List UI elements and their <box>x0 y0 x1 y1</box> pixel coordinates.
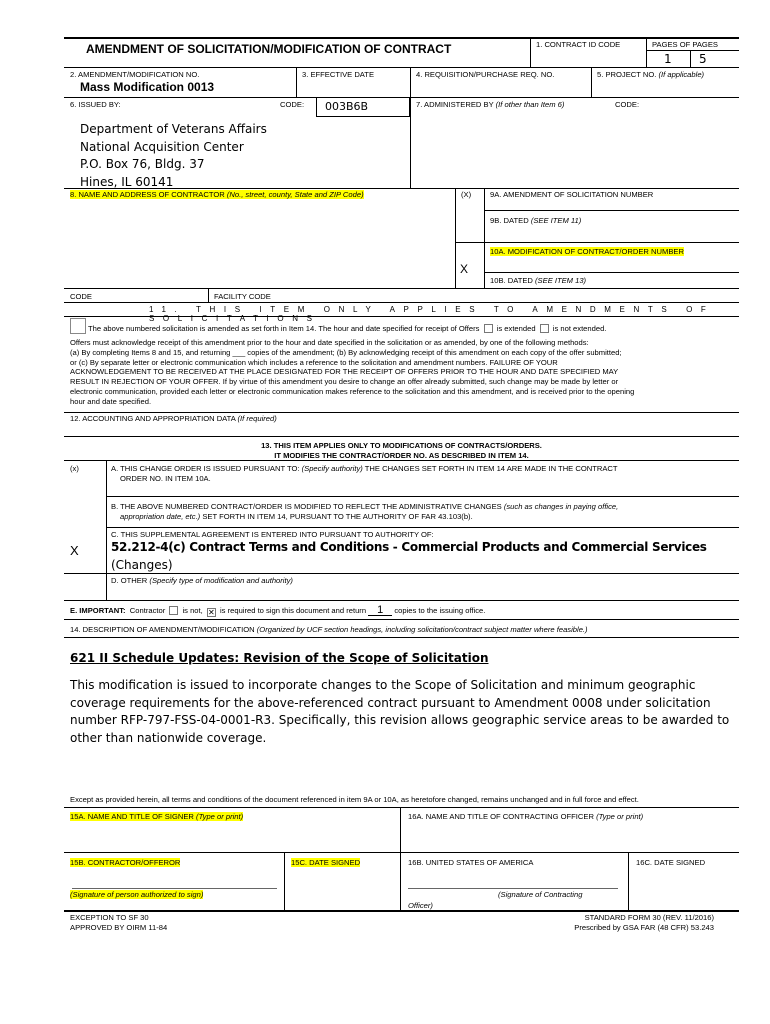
rule <box>628 852 629 911</box>
item-13c-label: C. THIS SUPPLEMENTAL AGREEMENT IS ENTERED INTO PURSUANT TO AUTHORITY OF: <box>111 530 434 539</box>
pages-label: PAGES OF PAGES <box>652 40 718 49</box>
item-14-label: 14. DESCRIPTION OF AMENDMENT/MODIFICATION (Organized by UCF section headings, including solicitation/contract subject matter where feasible.) <box>70 625 588 634</box>
rule <box>410 67 411 188</box>
extended-checkbox[interactable] <box>484 324 493 333</box>
footer-line: EXCEPTION TO SF 30 <box>70 913 149 922</box>
rule-bottom <box>64 910 739 912</box>
description-body: This modification is issued to incorporate changes to the Scope of Solicitation and minimum geographic coverage requirements for the above-referenced contract pursuant to Amendment 0008 under solicitation number RFP-797-FSS-04-0001-R3. Specifically, this revision allows geographic service areas to be awarded to other than nationwide coverage. <box>70 678 730 745</box>
footer-right <box>540 913 714 932</box>
item-13d-label: D. OTHER (Specify type of modification and authority) <box>111 576 293 585</box>
rule <box>484 210 739 211</box>
address-line: P.O. Box 76, Bldg. 37 <box>80 157 205 171</box>
item-13-x-label: (x) <box>70 464 79 473</box>
rule <box>64 67 739 68</box>
copies-count: 1 <box>368 606 392 616</box>
item-12-label: 12. ACCOUNTING AND APPROPRIATION DATA (If required) <box>70 414 277 423</box>
rule-top <box>64 37 739 39</box>
is-required-checkbox[interactable] <box>207 608 216 617</box>
footer-line: APPROVED BY OIRM 11-84 <box>70 922 168 932</box>
item-13c-mark: X <box>70 543 79 558</box>
item-10a-label: 10A. MODIFICATION OF CONTRACT/ORDER NUMBER <box>490 247 684 256</box>
rule <box>296 67 297 97</box>
item-13c-authority-cont: (Changes) <box>111 558 173 572</box>
item-10a-mark: X <box>460 262 469 276</box>
contract-id-label: 1. CONTRACT ID CODE <box>536 40 621 49</box>
code-value: 003B6B <box>316 97 410 117</box>
is-not-checkbox[interactable] <box>169 606 178 615</box>
item-11-title: 11. THIS ITEM ONLY APPLIES TO AMENDMENTS OF SOLICITATIONS <box>149 305 715 323</box>
code-label: CODE <box>70 292 92 301</box>
signature-caption-contractor: (Signature of person authorized to sign) <box>70 890 204 899</box>
item-e: E. IMPORTANT: Contractor is not, ✕ is required to sign this document and return 1 copies to the issuing office. <box>70 606 485 617</box>
item-11-checkbox[interactable] <box>70 318 86 334</box>
item-9a-label: 9A. AMENDMENT OF SOLICITATION NUMBER <box>490 190 654 199</box>
instruction-line: Offers must acknowledge receipt of this amendment prior to the hour and date specified in the solicitation or as amended, by one of the following methods: <box>70 338 589 347</box>
effective-date-label: 3. EFFECTIVE DATE <box>302 70 375 79</box>
rule <box>64 852 739 853</box>
page-total: 5 <box>699 52 707 66</box>
item-11-instructions <box>70 338 740 407</box>
item-13-title-line: 13. THIS ITEM APPLIES ONLY TO MODIFICATIONS OF CONTRACTS/ORDERS. <box>261 441 542 450</box>
rule <box>64 412 739 413</box>
rule <box>64 600 739 601</box>
rule <box>64 619 739 620</box>
rule <box>646 50 739 51</box>
rule <box>484 272 739 273</box>
code-label: CODE: <box>280 100 305 109</box>
signature-caption-officer: (Signature of Contracting <box>498 890 583 899</box>
contractor-label: 8. NAME AND ADDRESS OF CONTRACTOR (No., street, county, State and ZIP Code) <box>70 190 364 199</box>
page-number: 1 <box>664 52 672 66</box>
rule <box>646 37 647 67</box>
rule <box>530 37 531 67</box>
rule <box>64 573 739 574</box>
rule <box>64 807 739 808</box>
item-16c-label: 16C. DATE SIGNED <box>636 858 706 867</box>
instruction-line: RESULT IN REJECTION OF YOUR OFFER. If by virtue of this amendment you desire to change an offer already submitted, such change may be made by letter or <box>70 377 619 387</box>
rule <box>400 807 401 911</box>
footer-line: STANDARD FORM 30 (REV. 11/2016) <box>584 913 714 922</box>
rule <box>591 67 592 97</box>
item-9b-label: 9B. DATED (SEE ITEM 11) <box>490 216 582 225</box>
rule <box>455 242 739 243</box>
item-16b-label: 16B. UNITED STATES OF AMERICA <box>408 858 534 867</box>
rule <box>455 188 456 288</box>
x-column-label: (X) <box>461 190 472 199</box>
except-statement: Except as provided herein, all terms and conditions of the document referenced in item 9A or 10A, as heretofore changed, remains unchanged and in full force and effect. <box>70 795 639 804</box>
amendment-no-label: 2. AMENDMENT/MODIFICATION NO. <box>70 70 200 79</box>
rule <box>106 496 739 497</box>
footer-left <box>70 913 167 932</box>
administered-label: 7. ADMINISTERED BY (If other than Item 6) <box>416 100 565 109</box>
rule <box>64 436 739 437</box>
code-label: CODE: <box>615 100 640 109</box>
instruction-line: ACKNOWLEDGEMENT TO BE RECEIVED AT THE PLACE DESIGNATED FOR THE RECEIPT OF OFFERS PRIOR TO THE HOUR AND DATE SPECIFIED MAY <box>70 367 619 377</box>
instruction-line: or (c) By separate letter or electronic communication which includes a reference to the solicitation and amendment numbers. FAILURE OF YOUR <box>70 357 558 367</box>
signature-line <box>408 888 618 889</box>
footer-line: Prescribed by GSA FAR (48 CFR) 53.243 <box>574 922 714 932</box>
rule <box>106 460 107 600</box>
amendment-no-value: Mass Modification 0013 <box>80 80 215 94</box>
item-16a-label: 16A. NAME AND TITLE OF CONTRACTING OFFICER (Type or print) <box>408 812 644 821</box>
rule <box>64 637 739 638</box>
facility-code-label: FACILITY CODE <box>214 292 271 301</box>
requisition-label: 4. REQUISITION/PURCHASE REQ. NO. <box>416 70 555 79</box>
rule <box>64 288 739 289</box>
item-15a-label: 15A. NAME AND TITLE OF SIGNER (Type or print) <box>70 812 244 821</box>
instruction-line: (a) By completing Items 8 and 15, and returning ___ copies of the amendment; (b) By acknowledging receipt of this amendment on each copy of the offer submitted; <box>70 347 622 357</box>
rule <box>64 302 739 303</box>
address-line: Hines, IL 60141 <box>80 174 174 189</box>
rule <box>484 188 485 288</box>
item-13c-authority: 52.212-4(c) Contract Terms and Conditions - Commercial Products and Commercial Services <box>111 540 707 554</box>
project-no-label: 5. PROJECT NO. (If applicable) <box>597 70 705 79</box>
item-15b-label: 15B. CONTRACTOR/OFFEROR <box>70 858 181 867</box>
item-13a: A. THIS CHANGE ORDER IS ISSUED PURSUANT TO: (Specify authority) THE CHANGES SET FORTH IN ITEM 14 ARE MADE IN THE CONTRACT ORDER NO. IN ITEM 10A. <box>111 464 618 483</box>
item-13a-line2: ORDER NO. IN ITEM 10A. <box>120 474 211 483</box>
item-13b: B. THE ABOVE NUMBERED CONTRACT/ORDER IS MODIFIED TO REFLECT THE ADMINISTRATIVE CHANGES (such as changes in paying office, appropriation date, etc.) SET FORTH IN ITEM 14, PURSUANT TO THE AUTHORITY OF FAR 43.103(b). <box>111 502 619 521</box>
rule <box>106 527 739 528</box>
item-10b-label: 10B. DATED (SEE ITEM 13) <box>490 276 587 285</box>
issuer-address <box>80 121 267 191</box>
description-heading: 621 II Schedule Updates: Revision of the Scope of Solicitation <box>70 651 489 665</box>
item-13-title-line: IT MODIFIES THE CONTRACT/ORDER NO. AS DESCRIBED IN ITEM 14. <box>274 451 529 460</box>
rule <box>690 50 691 67</box>
instruction-line: electronic communication, provided each letter or electronic communication makes reference to the solicitation and this amendment, and is received prior to the opening <box>70 386 635 396</box>
issued-by-label: 6. ISSUED BY: <box>70 100 121 109</box>
address-line: National Acquisition Center <box>80 139 244 154</box>
address-line: Department of Veterans Affairs <box>80 122 267 136</box>
not-extended-checkbox[interactable] <box>540 324 549 333</box>
item-13-title <box>64 441 739 461</box>
instruction-line: hour and date specified. <box>70 396 152 406</box>
item-11-line: The above numbered solicitation is amended as set forth in Item 14. The hour and date specified for receipt of Offers is extended is not extended. <box>88 324 607 333</box>
form-title: AMENDMENT OF SOLICITATION/MODIFICATION OF CONTRACT <box>86 42 452 56</box>
signature-caption-officer-cont: Officer) <box>408 901 433 910</box>
rule <box>208 288 209 302</box>
rule <box>284 852 285 911</box>
item-15c-label: 15C. DATE SIGNED <box>291 858 361 867</box>
signature-line <box>72 888 277 889</box>
